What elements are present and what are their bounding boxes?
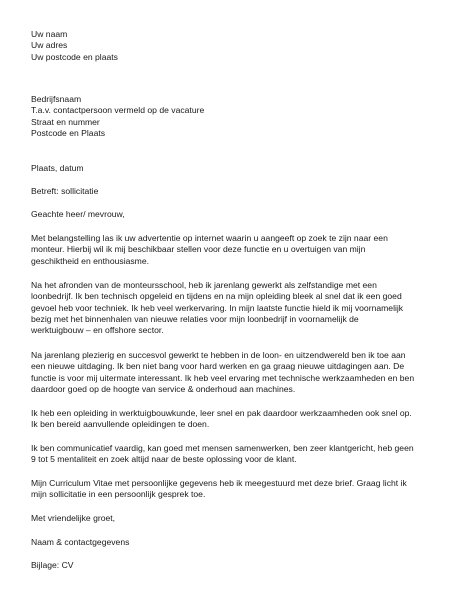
- paragraph-line: Met belangstelling las ik uw advertentie op internet waarin u aangeeft op zoek te zijn naar een: [31, 233, 388, 243]
- paragraph-line: daardoor goed op de hoogte van service & onderhoud aan machines.: [31, 383, 296, 394]
- paragraph-1: [31, 233, 431, 267]
- salutation: [31, 209, 431, 220]
- closing: [31, 513, 431, 524]
- signature-text: Naam & contactgegevens: [31, 537, 130, 547]
- recipient-postcode-city: Postcode en Plaats: [31, 127, 106, 138]
- salutation-text: Geachte heer/ mevrouw,: [31, 209, 125, 219]
- recipient-attention: T.a.v. contactpersoon vermeld op de vacature: [31, 105, 205, 116]
- paragraph-line: geschiktheid en enthousiasme.: [31, 255, 150, 266]
- signature: [31, 537, 431, 548]
- sender-address-block: [31, 29, 431, 63]
- paragraph-5: [31, 443, 431, 466]
- sender-postcode-city: Uw postcode en plaats: [31, 51, 118, 62]
- paragraph-line: mijn sollicitatie in een persoonlijk gesprek toe.: [31, 489, 206, 500]
- recipient-street: Straat en nummer: [31, 116, 100, 127]
- paragraph-line: werktuigbouw – en offshore sector.: [31, 325, 164, 336]
- paragraph-line: Na jarenlang plezierig en succesvol gewerkt te hebben in de loon- en uitzendwereld ben ik toe aan: [31, 350, 406, 360]
- recipient-address-block: [31, 94, 431, 139]
- paragraph-line: bezig met het binnenhalen van nieuwe relaties voor mijn loonbedrijf in voornamelijk de: [31, 313, 359, 324]
- place-date-text: Plaats, datum: [31, 163, 84, 173]
- paragraph-line: Ik ben communicatief vaardig, kan goed met mensen samenwerken, ben zeer klantgericht, heb geen: [31, 443, 414, 453]
- paragraph-2: [31, 280, 431, 336]
- recipient-company: Bedrijfsnaam: [31, 94, 82, 104]
- paragraph-6: [31, 478, 431, 501]
- paragraph-line: Mijn Curriculum Vitae met persoonlijke gegevens heb ik meegestuurd met deze brief. Graag licht ik: [31, 478, 407, 488]
- subject-line: [31, 186, 431, 197]
- attachment-note: [31, 560, 431, 571]
- paragraph-line: Na het afronden van de monteursschool, heb ik jarenlang gewerkt als zelfstandige met een: [31, 280, 377, 290]
- paragraph-line: een nieuwe uitdaging. Ik ben niet bang voor hard werken en ga graag nieuwe uitdagingen aan. De: [31, 361, 405, 372]
- paragraph-line: Ik heb een opleiding in werktuigbouwkunde, leer snel en pak daardoor werkzaamheden ook snel op.: [31, 408, 412, 418]
- sender-name: Uw naam: [31, 29, 68, 39]
- paragraph-line: gevoel heb voor techniek. Ik heb veel werkervaring. In mijn laatste functie hield ik mij voornamelijk: [31, 302, 404, 313]
- paragraph-line: 9 tot 5 mentaliteit en zoek altijd naar de beste oplossing voor de klant.: [31, 454, 297, 465]
- attachment-text: Bijlage: CV: [31, 560, 74, 570]
- sender-address: Uw adres: [31, 40, 68, 51]
- paragraph-line: loonbedrijf. Ik ben technisch opgeleid en tijdens en na mijn opleiding bleek al snel dat ik een goed: [31, 291, 402, 302]
- place-date: [31, 163, 431, 174]
- paragraph-line: Ik ben bereid aanvullende opleidingen te doen.: [31, 419, 210, 430]
- paragraph-4: [31, 408, 431, 431]
- closing-text: Met vriendelijke groet,: [31, 513, 116, 523]
- subject-text: Betreft: sollicitatie: [31, 186, 99, 196]
- paragraph-3: [31, 350, 431, 395]
- paragraph-line: monteur. Hierbij wil ik mij beschikbaar stellen voor deze functie en u overtuigen van mijn: [31, 244, 366, 255]
- paragraph-line: functie is voor mij uitermate interessant. Ik heb veel ervaring met technische werkzaamheden en ben: [31, 372, 415, 383]
